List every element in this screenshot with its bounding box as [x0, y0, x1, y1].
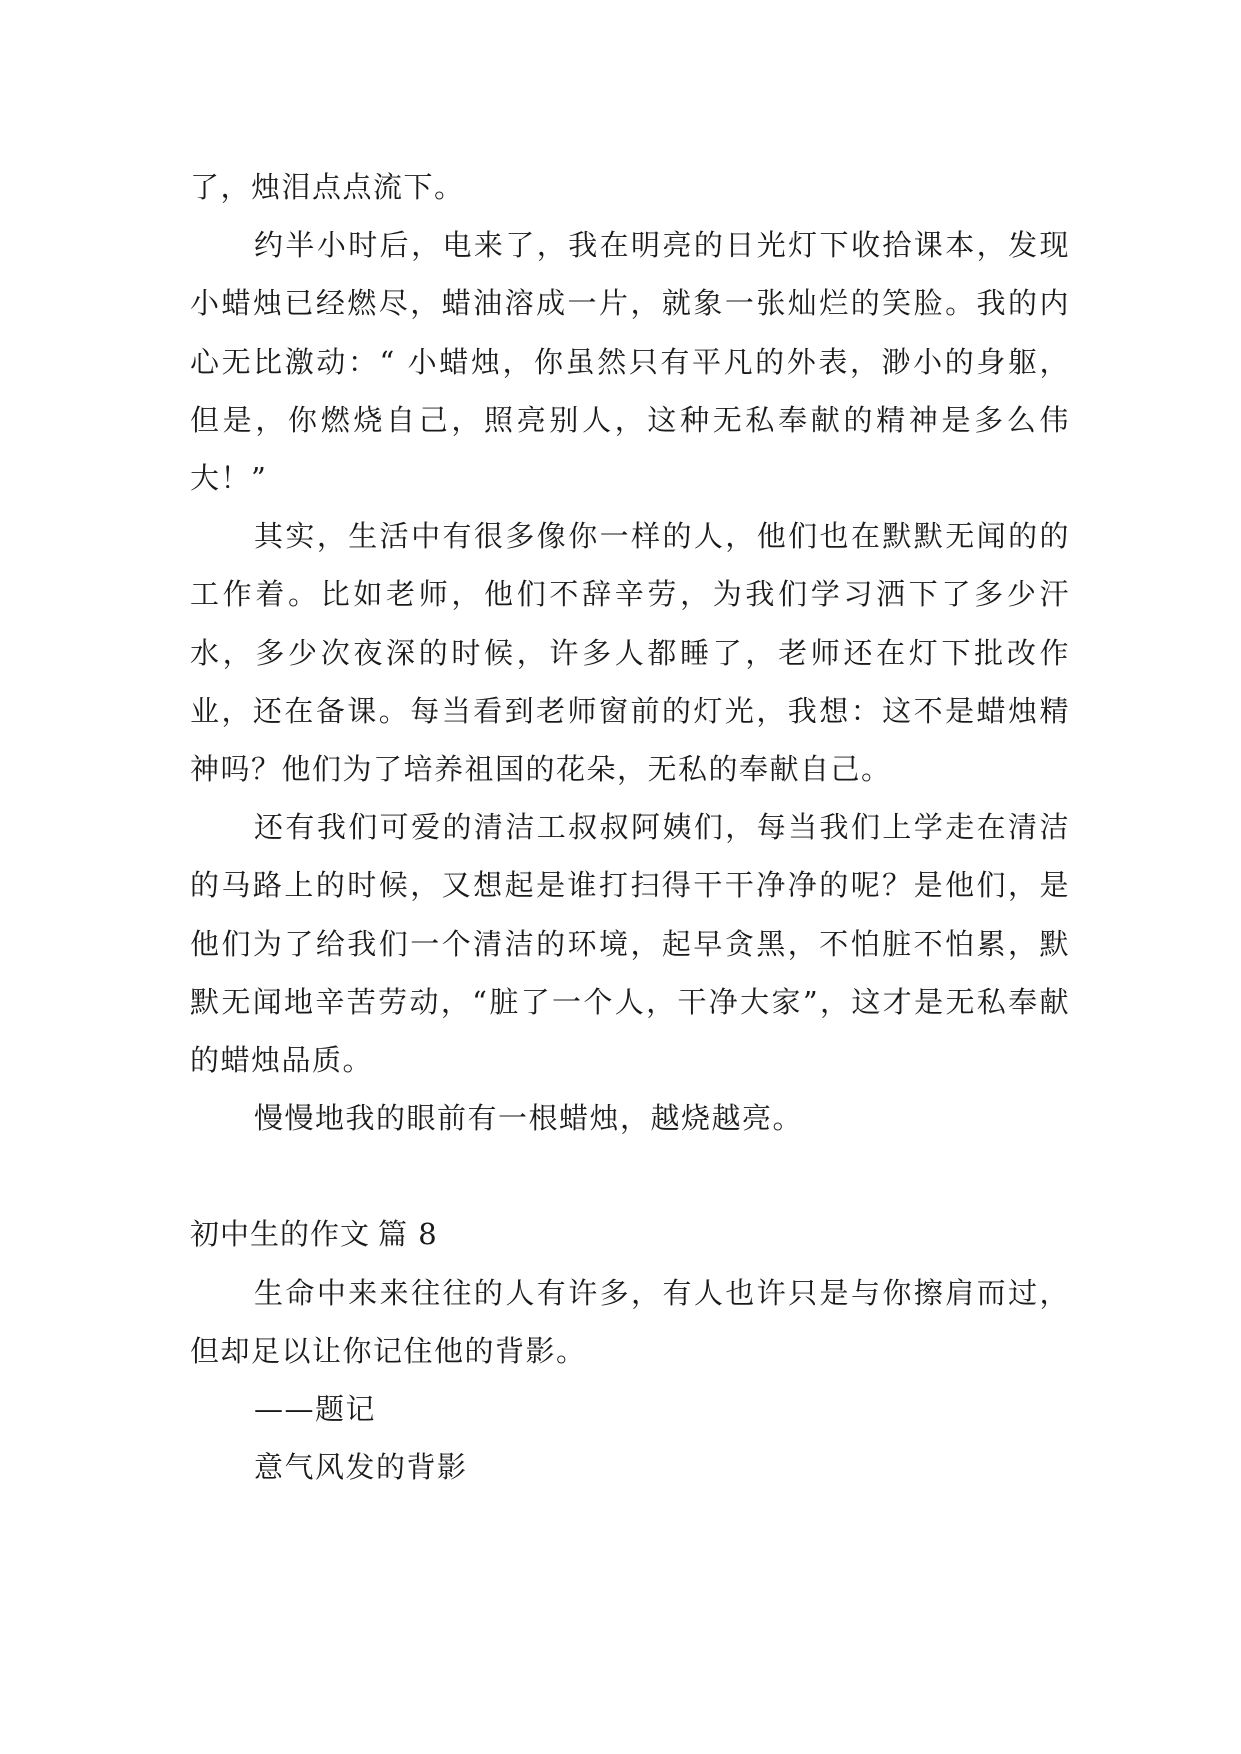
paragraph-cleaners: 还有我们可爱的清洁工叔叔阿姨们，每当我们上学走在清洁的马路上的时候，又想起是谁打扫得干干净净的呢？是他们，是他们为了给我们一个清洁的环境，起早贪黑，不怕脏不怕累，默默无闻地辛苦劳动，“脏了一个人，干净大家”，这才是无私奉献的蜡烛品质。: [190, 810, 1070, 1078]
section-heading: [190, 1205, 1070, 1263]
section-number: 篇 8: [378, 1217, 438, 1252]
paragraph-teachers: 其实，生活中有很多像你一样的人，他们也在默默无闻的的工作着。比如老师，他们不辞辛劳，为我们学习洒下了多少汗水，多少次夜深的时候，许多人都睡了，老师还在灯下批改作业，还在备课。每当看到老师窗前的灯光，我想：这不是蜡烛精神吗？他们为了培养祖国的花朵，无私的奉献自己。: [190, 519, 1070, 787]
section-title: 初中生的作文: [190, 1217, 371, 1252]
paragraph-continuation: 了，烛泪点点流下。: [190, 170, 465, 204]
paragraph-subheading: 意气风发的背影: [254, 1450, 468, 1485]
paragraph-power-returns: 约半小时后，电来了，我在明亮的日光灯下收拾课本，发现小蜡烛已经燃尽，蜡油溶成一片，就象一张灿烂的笑脸。我的内心无比激动：“ 小蜡烛，你虽然只有平凡的外表，渺小的身躯，但是，你燃烧自己，照亮别人，这种无私奉献的精神是多么伟大！”: [190, 228, 1070, 496]
paragraph-closing: 慢慢地我的眼前有一根蜡烛，越烧越亮。: [254, 1101, 804, 1136]
paragraph-epigraph: 生命中来来往往的人有许多，有人也许只是与你擦肩而过，但却足以让你记住他的背影。: [190, 1275, 1070, 1368]
paragraph-epigraph-attribution: ——题记: [254, 1392, 377, 1427]
text-column: [190, 158, 1070, 1496]
section-spacer: [190, 1147, 1070, 1205]
